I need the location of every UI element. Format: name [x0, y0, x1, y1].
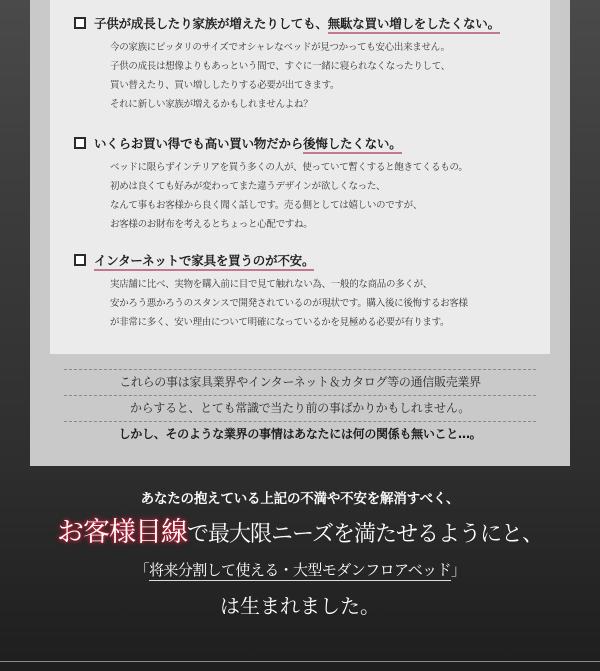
- footer-product-name: 将来分割して使える・大型モダンフロアベッド: [149, 561, 451, 579]
- concern-body-line: 初めは良くても好みが変わってまた違うデザインが欲しくなった、: [110, 181, 386, 192]
- concern-body-line: 買い替えたり、買い増ししたりする必要が出てきます。: [110, 80, 340, 91]
- concern-heading-1: [74, 13, 544, 33]
- footer-tagline: [0, 511, 600, 555]
- concern-heading-2-text: いくらお買い得でも高い買い物だから: [94, 136, 304, 151]
- checkbox-icon: [74, 254, 86, 266]
- footer-lead: あなたの抱えている上記の不満や不安を解消すべく、: [140, 491, 460, 507]
- footer-bracket-open: 「: [134, 561, 150, 579]
- concern-body-line: 安かろう悪かろうのスタンスで開発されているのが現状です。購入後に後悔するお客様: [110, 298, 468, 309]
- concern-body-line: なんて事もお客様から良く聞く話しです。売る側としては嬉しいのですが、: [110, 200, 423, 211]
- footer-accent-text: お客様目線: [57, 517, 188, 548]
- footer-tagline-rest: で最大限ニーズを満たせるようにと、: [187, 522, 543, 547]
- concern-body-line: が非常に多く、安い理由について明確になっているかを見極める必要が有ります。: [110, 317, 450, 328]
- concern-body-2: [110, 158, 544, 234]
- concern-body-3: [110, 275, 544, 332]
- concern-body-line: 実店舗に比べ、実物を購入前に目で見て触れない為、一般的な商品の多くが、: [110, 279, 433, 290]
- checkbox-icon: [74, 17, 86, 29]
- concern-body-line: お客様のお財布を考えるとちょっと心配ですね。: [110, 219, 313, 230]
- concern-heading-2: [74, 133, 544, 153]
- concern-heading-3-highlight: インターネットで家具を買うのが不安。: [94, 253, 314, 271]
- concern-heading-1-highlight: 無駄な買い増しをしたくない。: [328, 16, 500, 34]
- concern-item-2: [74, 133, 544, 234]
- summary-line-1: これらの事は家具業界やインターネット＆カタログ等の通信販売業界: [64, 369, 536, 396]
- bottom-divider: [0, 661, 600, 662]
- concern-body-1: [110, 38, 544, 114]
- concern-heading-1-text: 子供が成長したり家族が増えたりしても、: [94, 16, 328, 31]
- footer-message: [0, 487, 600, 627]
- concern-heading-2-highlight: 後悔したくない。: [303, 136, 401, 154]
- concern-body-line: 今の家族にピッタリのサイズでオシャレなベッドが見つかっても安心出来ません。: [110, 42, 450, 53]
- summary-line-2: からすると、とても常識で当たり前の事ばかりかもしれません。: [64, 396, 536, 422]
- concern-body-line: 子供の成長は想像よりもあっという間で、すぐに一緒に寝られなくなったりして、: [110, 61, 450, 72]
- concern-body-line: それに新しい家族が増えるかもしれませんよね？: [110, 99, 313, 110]
- footer-closing: は生まれました。: [220, 594, 380, 618]
- summary-line-3: しかし、そのような業界の事情はあなたには何の関係も無いこと…。: [118, 427, 482, 441]
- concern-body-line: ベッドに限らずインテリアを買う多くの人が、使っていて暫くすると飽きてくるもの。: [110, 162, 468, 173]
- concern-item-3: [74, 250, 544, 332]
- checkbox-icon: [74, 137, 86, 149]
- footer-product: [0, 555, 600, 585]
- footer-bracket-close: 」: [450, 561, 466, 579]
- concern-item-1: [74, 13, 544, 114]
- summary-block: [64, 369, 536, 447]
- concern-heading-3: [74, 250, 544, 270]
